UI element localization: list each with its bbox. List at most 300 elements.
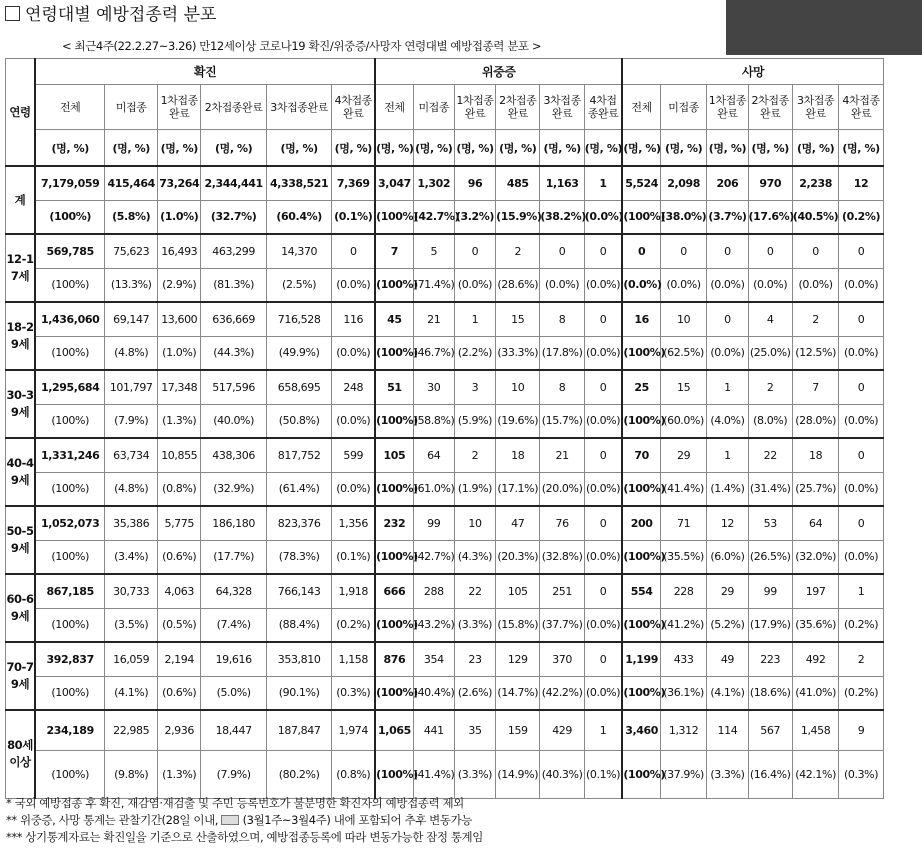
category-header: 2차접종완료 (201, 85, 266, 130)
count-cell: 1,331,246 (35, 438, 105, 472)
count-cell: 441 (413, 710, 454, 750)
count-cell: 73,264 (158, 166, 201, 200)
percent-cell: (0.0%) (584, 540, 622, 574)
title-text: 연령대별 예방접종력 분포 (25, 5, 217, 25)
percent-cell: (1.3%) (158, 750, 201, 798)
unit-header: (명, %) (707, 130, 748, 167)
data-row-percent (6, 336, 922, 370)
count-cell: 223 (748, 642, 792, 676)
count-cell: 2 (454, 438, 495, 472)
percent-cell: (100%) (35, 608, 105, 642)
count-cell: 0 (584, 438, 622, 472)
header-row-units (6, 130, 922, 167)
percent-cell: (0.6%) (158, 676, 201, 710)
category-header: 전체 (375, 85, 413, 130)
percent-cell: (100%) (622, 676, 660, 710)
percent-cell: (12.5%) (792, 336, 838, 370)
percent-cell: (100%) (375, 404, 413, 438)
data-row-percent (6, 404, 922, 438)
percent-cell: (0.0%) (707, 336, 748, 370)
data-row-count (6, 574, 922, 608)
count-cell: 2,098 (660, 166, 706, 200)
percent-cell: (100%) (35, 404, 105, 438)
age-label: 30-39세 (6, 370, 36, 438)
percent-cell: (7.9%) (105, 404, 158, 438)
percent-cell: (0.0%) (792, 268, 838, 302)
count-cell: 47 (496, 506, 540, 540)
count-cell: 2 (839, 642, 883, 676)
count-cell: 0 (707, 234, 748, 268)
percent-cell: (0.1%) (332, 200, 375, 234)
percent-cell: (0.1%) (584, 750, 622, 798)
count-cell: 0 (839, 506, 883, 540)
data-row-percent (6, 200, 922, 234)
count-cell: 817,752 (266, 438, 331, 472)
count-cell: 22 (454, 574, 495, 608)
count-cell: 186,180 (201, 506, 266, 540)
count-cell: 392,837 (35, 642, 105, 676)
count-cell: 1 (584, 710, 622, 750)
percent-cell: (78.3%) (266, 540, 331, 574)
page-title (5, 3, 216, 27)
percent-cell: (41.2%) (660, 608, 706, 642)
count-cell: 0 (584, 642, 622, 676)
category-header: 1차접종완료 (454, 85, 495, 130)
percent-cell: (44.3%) (201, 336, 266, 370)
percent-cell: (36.1%) (660, 676, 706, 710)
count-cell: 433 (660, 642, 706, 676)
category-header: 4차접종완료 (584, 85, 622, 130)
percent-cell: (40.3%) (540, 750, 584, 798)
percent-cell: (17.9%) (748, 608, 792, 642)
percent-cell: (50.8%) (266, 404, 331, 438)
percent-cell: (41.4%) (660, 472, 706, 506)
unit-header: (명, %) (748, 130, 792, 167)
unit-header: (명, %) (266, 130, 331, 167)
percent-cell: (0.5%) (158, 608, 201, 642)
count-cell: 71 (660, 506, 706, 540)
count-cell: 1 (584, 166, 622, 200)
data-row-count (6, 506, 922, 540)
percent-cell: (0.0%) (332, 472, 375, 506)
data-row-percent (6, 750, 922, 798)
percent-cell: (61.4%) (266, 472, 331, 506)
percent-cell: (18.6%) (748, 676, 792, 710)
square-bullet-icon (5, 6, 20, 21)
count-cell: 49 (707, 642, 748, 676)
count-cell: 5,775 (158, 506, 201, 540)
count-cell: 1,312 (660, 710, 706, 750)
count-cell: 438,306 (201, 438, 266, 472)
count-cell: 485 (496, 166, 540, 200)
count-cell: 96 (454, 166, 495, 200)
percent-cell: (100%) (375, 336, 413, 370)
count-cell: 288 (413, 574, 454, 608)
count-cell: 554 (622, 574, 660, 608)
percent-cell: (90.1%) (266, 676, 331, 710)
percent-cell: (60.4%) (266, 200, 331, 234)
count-cell: 29 (660, 438, 706, 472)
count-cell: 517,596 (201, 370, 266, 404)
count-cell: 22,985 (105, 710, 158, 750)
count-cell: 0 (839, 234, 883, 268)
percent-cell: (42.7%) (413, 200, 454, 234)
percent-cell: (28.6%) (496, 268, 540, 302)
footnotes (6, 795, 483, 846)
percent-cell: (100%) (375, 200, 413, 234)
vaccination-history-table (5, 58, 922, 799)
percent-cell: (4.8%) (105, 336, 158, 370)
percent-cell: (3.3%) (707, 750, 748, 798)
percent-cell: (0.0%) (332, 336, 375, 370)
count-cell: 0 (584, 234, 622, 268)
percent-cell: (3.3%) (454, 608, 495, 642)
percent-cell: (81.3%) (201, 268, 266, 302)
percent-cell: (1.9%) (454, 472, 495, 506)
percent-cell: (15.7%) (540, 404, 584, 438)
count-cell: 23 (454, 642, 495, 676)
unit-header: (명, %) (660, 130, 706, 167)
count-cell: 75,623 (105, 234, 158, 268)
count-cell: 463,299 (201, 234, 266, 268)
age-label: 12-17세 (6, 234, 36, 302)
percent-cell: (35.6%) (792, 608, 838, 642)
percent-cell: (49.9%) (266, 336, 331, 370)
percent-cell: (100%) (375, 608, 413, 642)
percent-cell: (13.3%) (105, 268, 158, 302)
percent-cell: (0.0%) (839, 472, 883, 506)
count-cell: 18 (496, 438, 540, 472)
percent-cell: (0.0%) (454, 268, 495, 302)
count-cell: 248 (332, 370, 375, 404)
count-cell: 0 (660, 234, 706, 268)
percent-cell: (15.8%) (496, 608, 540, 642)
percent-cell: (25.0%) (748, 336, 792, 370)
percent-cell: (0.0%) (839, 268, 883, 302)
percent-cell: (5.8%) (105, 200, 158, 234)
age-label: 70-79세 (6, 642, 36, 710)
unit-header: (명, %) (201, 130, 266, 167)
category-header: 1차접종완료 (158, 85, 201, 130)
percent-cell: (17.8%) (540, 336, 584, 370)
age-header: 연령 (6, 59, 36, 167)
percent-cell: (0.0%) (839, 404, 883, 438)
count-cell: 64 (413, 438, 454, 472)
unit-header: (명, %) (413, 130, 454, 167)
percent-cell: (42.7%) (413, 540, 454, 574)
count-cell: 353,810 (266, 642, 331, 676)
count-cell: 101,797 (105, 370, 158, 404)
percent-cell: (0.0%) (839, 336, 883, 370)
category-header: 3차접종완료 (792, 85, 838, 130)
count-cell: 0 (584, 506, 622, 540)
count-cell: 10 (454, 506, 495, 540)
percent-cell: (5.9%) (454, 404, 495, 438)
count-cell: 10,855 (158, 438, 201, 472)
count-cell: 99 (748, 574, 792, 608)
data-row-count (6, 166, 922, 200)
count-cell: 666 (375, 574, 413, 608)
group-header-confirmed: 확진 (35, 59, 375, 85)
count-cell: 45 (375, 302, 413, 336)
count-cell: 415,464 (105, 166, 158, 200)
percent-cell: (41.4%) (413, 750, 454, 798)
percent-cell: (100%) (375, 472, 413, 506)
count-cell: 2,194 (158, 642, 201, 676)
count-cell: 13,600 (158, 302, 201, 336)
unit-header: (명, %) (792, 130, 838, 167)
count-cell: 8 (540, 370, 584, 404)
percent-cell: (2.5%) (266, 268, 331, 302)
percent-cell: (100%) (35, 200, 105, 234)
percent-cell: (43.2%) (413, 608, 454, 642)
percent-cell: (6.0%) (707, 540, 748, 574)
footnote-3: *** 상기통계자료는 확진일을 기준으로 산출하였으며, 예방접종등록에 따라 변동가능한 잠정 통계임 (6, 830, 483, 844)
percent-cell: (0.2%) (839, 200, 883, 234)
percent-cell: (5.2%) (707, 608, 748, 642)
count-cell: 64,328 (201, 574, 266, 608)
footnote-1: * 국외 예방접종 후 확진, 재감염·재검출 및 주민 등록번호가 불분명한 확진자의 예방접종력 제외 (6, 796, 464, 810)
count-cell: 7,179,059 (35, 166, 105, 200)
percent-cell: (31.4%) (748, 472, 792, 506)
percent-cell: (28.0%) (792, 404, 838, 438)
percent-cell: (8.0%) (748, 404, 792, 438)
percent-cell: (100%) (35, 676, 105, 710)
age-label: 40-49세 (6, 438, 36, 506)
percent-cell: (1.0%) (158, 200, 201, 234)
percent-cell: (1.3%) (158, 404, 201, 438)
count-cell: 0 (748, 234, 792, 268)
percent-cell: (100%) (622, 540, 660, 574)
count-cell: 1 (707, 438, 748, 472)
percent-cell: (0.0%) (707, 268, 748, 302)
header-row-groups (6, 59, 922, 85)
count-cell: 0 (839, 370, 883, 404)
count-cell: 1,199 (622, 642, 660, 676)
count-cell: 63,734 (105, 438, 158, 472)
unit-header: (명, %) (839, 130, 883, 167)
percent-cell: (1.0%) (158, 336, 201, 370)
percent-cell: (100%) (375, 540, 413, 574)
count-cell: 0 (454, 234, 495, 268)
count-cell: 1 (839, 574, 883, 608)
count-cell: 1,163 (540, 166, 584, 200)
count-cell: 4 (748, 302, 792, 336)
count-cell: 228 (660, 574, 706, 608)
count-cell: 1,052,073 (35, 506, 105, 540)
percent-cell: (4.0%) (707, 404, 748, 438)
percent-cell: (0.2%) (839, 608, 883, 642)
data-row-count (6, 302, 922, 336)
data-row-percent (6, 472, 922, 506)
count-cell: 0 (584, 370, 622, 404)
category-header: 3차접종완료 (540, 85, 584, 130)
unit-header: (명, %) (158, 130, 201, 167)
category-header: 4차접종완료 (839, 85, 883, 130)
percent-cell: (9.8%) (105, 750, 158, 798)
count-cell: 567 (748, 710, 792, 750)
count-cell: 200 (622, 506, 660, 540)
count-cell: 429 (540, 710, 584, 750)
count-cell: 2 (792, 302, 838, 336)
percent-cell: (38.0%) (660, 200, 706, 234)
count-cell: 492 (792, 642, 838, 676)
count-cell: 1,436,060 (35, 302, 105, 336)
percent-cell: (71.4%) (413, 268, 454, 302)
percent-cell: (16.4%) (748, 750, 792, 798)
percent-cell: (17.1%) (496, 472, 540, 506)
unit-header: (명, %) (622, 130, 660, 167)
count-cell: 1,458 (792, 710, 838, 750)
count-cell: 234,189 (35, 710, 105, 750)
count-cell: 15 (660, 370, 706, 404)
count-cell: 251 (540, 574, 584, 608)
data-row-count (6, 642, 922, 676)
percent-cell: (0.3%) (332, 676, 375, 710)
category-header: 3차접종완료 (266, 85, 331, 130)
count-cell: 9 (839, 710, 883, 750)
percent-cell: (100%) (35, 750, 105, 798)
count-cell: 1 (707, 370, 748, 404)
percent-cell: (0.2%) (839, 676, 883, 710)
count-cell: 105 (496, 574, 540, 608)
count-cell: 129 (496, 642, 540, 676)
percent-cell: (41.0%) (792, 676, 838, 710)
percent-cell: (42.1%) (792, 750, 838, 798)
percent-cell: (46.7%) (413, 336, 454, 370)
percent-cell: (3.2%) (454, 200, 495, 234)
percent-cell: (0.0%) (584, 472, 622, 506)
count-cell: 0 (540, 234, 584, 268)
percent-cell: (0.8%) (158, 472, 201, 506)
count-cell: 29 (707, 574, 748, 608)
count-cell: 7,369 (332, 166, 375, 200)
count-cell: 12 (707, 506, 748, 540)
percent-cell: (4.8%) (105, 472, 158, 506)
percent-cell: (0.2%) (332, 608, 375, 642)
count-cell: 25 (622, 370, 660, 404)
percent-cell: (0.0%) (584, 676, 622, 710)
percent-cell: (40.4%) (413, 676, 454, 710)
count-cell: 18 (792, 438, 838, 472)
count-cell: 30,733 (105, 574, 158, 608)
age-label: 80세이상 (6, 710, 36, 798)
percent-cell: (25.7%) (792, 472, 838, 506)
count-cell: 7 (792, 370, 838, 404)
count-cell: 1,065 (375, 710, 413, 750)
data-row-count (6, 438, 922, 472)
age-label: 60-69세 (6, 574, 36, 642)
count-cell: 206 (707, 166, 748, 200)
count-cell: 105 (375, 438, 413, 472)
percent-cell: (17.6%) (748, 200, 792, 234)
count-cell: 21 (413, 302, 454, 336)
count-cell: 636,669 (201, 302, 266, 336)
percent-cell: (14.7%) (496, 676, 540, 710)
count-cell: 187,847 (266, 710, 331, 750)
percent-cell: (100%) (622, 472, 660, 506)
count-cell: 2,344,441 (201, 166, 266, 200)
category-header: 미접종 (413, 85, 454, 130)
percent-cell: (40.0%) (201, 404, 266, 438)
percent-cell: (80.2%) (266, 750, 331, 798)
count-cell: 30 (413, 370, 454, 404)
count-cell: 0 (332, 234, 375, 268)
count-cell: 2 (748, 370, 792, 404)
category-header: 전체 (35, 85, 105, 130)
count-cell: 2 (496, 234, 540, 268)
percent-cell: (0.0%) (584, 404, 622, 438)
category-header: 전체 (622, 85, 660, 130)
count-cell: 716,528 (266, 302, 331, 336)
percent-cell: (0.0%) (622, 268, 660, 302)
unit-header: (명, %) (105, 130, 158, 167)
percent-cell: (0.8%) (332, 750, 375, 798)
count-cell: 0 (839, 438, 883, 472)
count-cell: 0 (622, 234, 660, 268)
percent-cell: (17.7%) (201, 540, 266, 574)
percent-cell: (100%) (622, 200, 660, 234)
percent-cell: (0.0%) (332, 404, 375, 438)
group-header-severe: 위중증 (375, 59, 622, 85)
count-cell: 3 (454, 370, 495, 404)
count-cell: 12 (839, 166, 883, 200)
percent-cell: (4.3%) (454, 540, 495, 574)
percent-cell: (14.9%) (496, 750, 540, 798)
percent-cell: (100%) (35, 336, 105, 370)
percent-cell: (5.0%) (201, 676, 266, 710)
count-cell: 569,785 (35, 234, 105, 268)
percent-cell: (100%) (375, 268, 413, 302)
count-cell: 1,295,684 (35, 370, 105, 404)
count-cell: 35 (454, 710, 495, 750)
footnote-2: ** 위중증, 사망 통계는 관찰기간(28일 이내, (3월1주~3월4주) 내에 포함되어 추후 변동가능 (6, 813, 473, 827)
unit-header: (명, %) (496, 130, 540, 167)
count-cell: 867,185 (35, 574, 105, 608)
count-cell: 22 (748, 438, 792, 472)
category-header: 미접종 (660, 85, 706, 130)
unit-header: (명, %) (454, 130, 495, 167)
count-cell: 70 (622, 438, 660, 472)
percent-cell: (19.6%) (496, 404, 540, 438)
count-cell: 197 (792, 574, 838, 608)
count-cell: 64 (792, 506, 838, 540)
percent-cell: (37.9%) (660, 750, 706, 798)
count-cell: 10 (660, 302, 706, 336)
percent-cell: (32.0%) (792, 540, 838, 574)
dark-side-panel (726, 0, 922, 55)
age-label: 50-59세 (6, 506, 36, 574)
percent-cell: (38.2%) (540, 200, 584, 234)
count-cell: 823,376 (266, 506, 331, 540)
count-cell: 0 (707, 302, 748, 336)
count-cell: 159 (496, 710, 540, 750)
unit-header: (명, %) (375, 130, 413, 167)
percent-cell: (32.8%) (540, 540, 584, 574)
percent-cell: (100%) (622, 750, 660, 798)
category-header: 4차접종완료 (332, 85, 375, 130)
percent-cell: (88.4%) (266, 608, 331, 642)
percent-cell: (3.7%) (707, 200, 748, 234)
count-cell: 35,386 (105, 506, 158, 540)
percent-cell: (35.5%) (660, 540, 706, 574)
count-cell: 3,460 (622, 710, 660, 750)
percent-cell: (0.1%) (332, 540, 375, 574)
percent-cell: (15.9%) (496, 200, 540, 234)
count-cell: 3,047 (375, 166, 413, 200)
count-cell: 354 (413, 642, 454, 676)
percent-cell: (0.0%) (839, 540, 883, 574)
